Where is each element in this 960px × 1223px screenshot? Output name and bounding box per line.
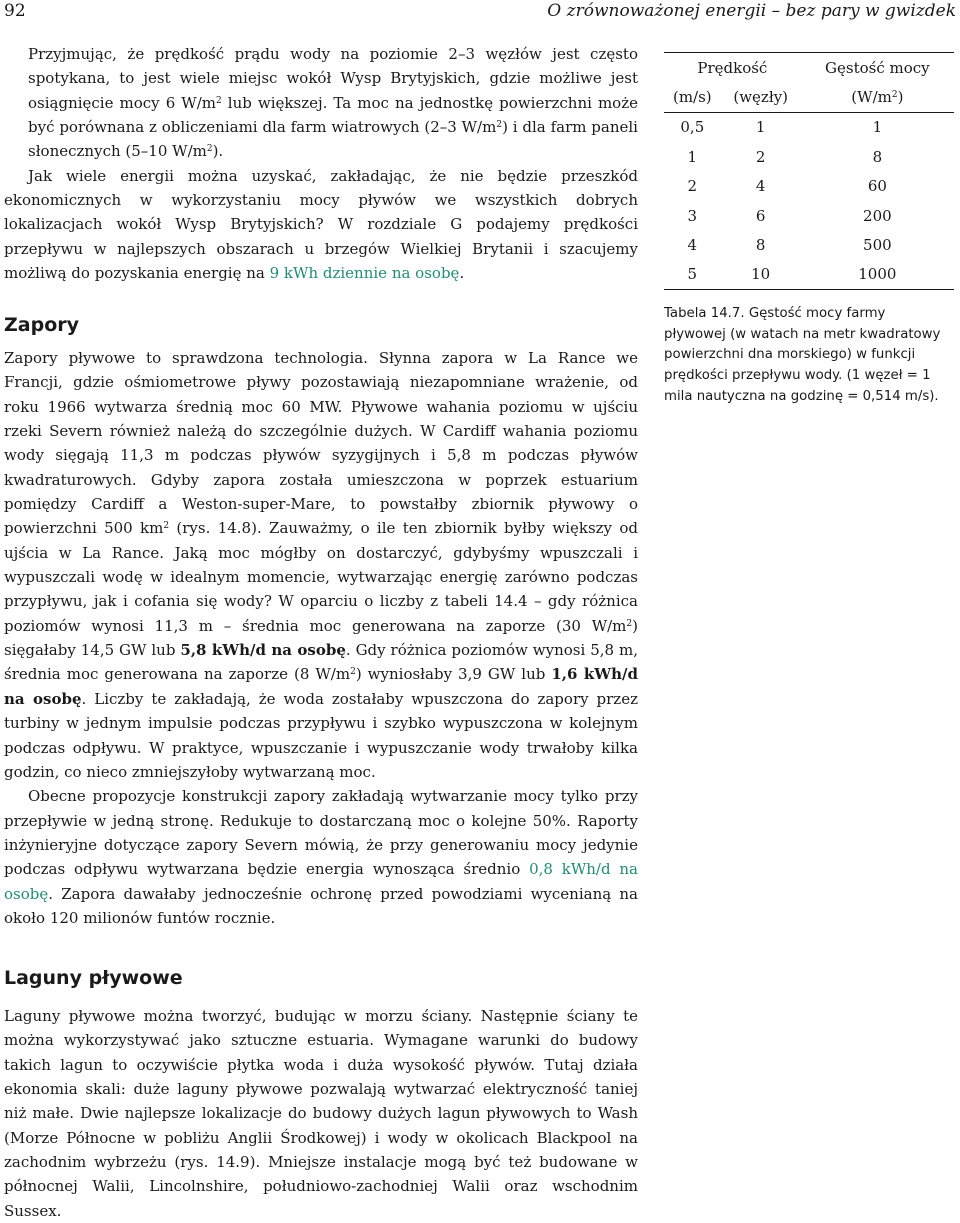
sidebar-table-block (664, 52, 960, 407)
table-unit-knots: (węzły) (721, 82, 801, 112)
table-cell: 1 (687, 147, 698, 166)
table-cell: 200 (863, 206, 892, 225)
intro-paragraph-1: Przyjmując, że prędkość prądu wody na poziomie 2–3 węzłów jest często spotykana, to jest wiele miejsc wokół Wysp Brytyjskich, gdzie możliwe jest osiągnięcie mocy 6 $W/m^2$ lub większej. Ta moc na jednostkę powierzchni może być porównana z obliczeniami dla farm wiatrowych (2–3 $W/m^2$) i dla farm paneli słonecznych (5–10 $W/m^2$). (28, 45, 638, 161)
zapory-paragraph-2: Obecne propozycje konstrukcji zapory zakładają wytwarzanie mocy tylko przy przepływie w jedną stronę. Redukuje to dostarczaną moc o kolejne 50%. Raporty inżynieryjne dotyczące zapory Severn mówią, że przy generowaniu mocy jedynie podczas odpływu wytwarzana będzie energia wynosząca średnio 0,8 kWh/d na osobę. Zapora dawałaby jednocześnie ochronę przed powodziami wycenianą na około 120 milionów funtów rocznie. (4, 787, 638, 927)
table-header-speed: Prędkość (664, 53, 801, 83)
table-cell: 60 (867, 177, 887, 196)
zapory-paragraph-1: Zapory pływowe to sprawdzona technologia. Słynna zapora w La Rance we Francji, gdzie ośmiometrowe pływy pozostawiają niezapomniane wrażenie, od roku 1966 wytwarza średnią moc 60 MW. Pływowe wahania poziomu w ujściu rzeki Severn również należą do szczególnie dużych. W Cardiff wahania poziomu wody sięgają 11,3 m podczas pływów syzygijnych i 5,8 m podczas pływów kwadraturowych. Gdyby zapora została umieszczona w poprzek estuarium pomiędzy Cardiff a Weston-super-Mare, to powstałby zbiornik pływowy o powierzchni 500 $km^2$ (rys. 14.8). Zauważmy, o ile ten zbiornik byłby większy od ujścia w La Rance. Jaką moc mógłby on dostarczyć, gdybyśmy wpuszczali i wypuszczali wodę w idealnym momencie, wytwarzając energię zarówno podczas przypływu, jak i cofania się wody? W oparciu o liczby z tabeli 14.4 – gdy różnica poziomów wynosi 11,3 m – średnia moc generowana na zaporze (30 $W/m^2$) sięgałaby 14,5 GW lub 5,8 kWh/d na osobę. Gdy różnica poziomów wynosi 5,8 m, średnia moc generowana na zaporze (8 $W/m^2$) wyniosłaby 3,9 GW lub 1,6 kWh/d na osobę. Liczby te zakładają, że woda zostałaby wpuszczona do zapory przez turbiny w jednym impulsie podczas przypływu i szybko wypuszczona w kolejnym podczas odpływu. W praktyce, wpuszczanie i wypuszczanie wody trwałoby kilka godzin, co nieco zmniejszyłoby wytwarzaną moc. (4, 349, 638, 781)
laguny-paragraph-1: Laguny pływowe można tworzyć, budując w morzu ściany. Następnie ściany te można wykorzystywać jako sztuczne estuaria. Wymagane warunki do budowy takich lagun to oczywiście płytka woda i duża wysokość pływów. Tutaj działa ekonomia skali: duże laguny pływowe pozwalają wytwarzać elektryczność taniej niż małe. Dwie najlepsze lokalizacje do budowy dużych lagun pływowych to Wash (Morze Północne w pobliżu Anglii Środkowej) i wody w okolicach Blackpool na zachodnim wybrzeżu (rys. 14.9). Mniejsze instalacje mogą być też budowane w północnej Walii, Lincolnshire, południowo-zachodniej Walii oraz wschodnim Sussex. (4, 1007, 638, 1220)
table-row (664, 230, 954, 259)
table-cell: 10 (721, 260, 801, 290)
table-cell: 6 (755, 206, 766, 225)
running-header: O zrównoważonej energii – bez pary w gwizdek (547, 1, 956, 21)
table-cell: 2 (687, 177, 698, 196)
intro-section (4, 42, 638, 285)
table-cell: 8 (755, 236, 766, 255)
section-heading-zapory: Zapory (4, 314, 80, 336)
laguny-section (4, 1004, 638, 1223)
page-number: 92 (4, 1, 26, 21)
energy-link[interactable]: 0,8 kWh/d na osobę (4, 860, 638, 903)
table-cell: 1000 (801, 260, 954, 290)
table-unit-ms: (m/s) (664, 82, 721, 112)
energy-link[interactable]: 9 kWh dziennie na osobę (269, 264, 460, 283)
table-cell: 1 (872, 118, 883, 137)
table-cell: 0,5 (680, 118, 705, 137)
table-cell: 500 (863, 236, 892, 255)
table-row (664, 201, 954, 230)
table-cell: 4 (687, 236, 698, 255)
table-row (664, 142, 954, 171)
table-row (664, 172, 954, 201)
table-row (664, 260, 954, 290)
table-cell: 4 (755, 177, 766, 196)
table-cell: 3 (687, 206, 698, 225)
table-row (664, 112, 954, 142)
intro-paragraph-2: Jak wiele energii można uzyskać, zakładając, że nie będzie przeszkód ekonomicznych w wykorzystaniu mocy pływów we wszystkich dobrych lokalizacjach wokół Wysp Brytyjskich? W rozdziale G podajemy prędkości przepływu w najlepszych obszarach u brzegów Wielkiej Brytanii i szacujemy możliwą do pozyskania energię na 9 kWh dziennie na osobę. (4, 166, 638, 283)
table-caption: Tabela 14.7. Gęstość mocy farmy pływowej (w watach na metr kwadratowy powierzchni dna morskiego) w funkcji prędkości przepływu wody. (1 węzeł = 1 mila nautyczna na godzinę = 0,514 m/s). (664, 306, 941, 404)
zapory-section (4, 346, 638, 930)
section-heading-laguny: Laguny pływowe (4, 967, 183, 989)
table-cell: 1 (755, 118, 766, 137)
table-unit-wm2: $(W/m^2)$ (801, 82, 954, 112)
table-cell: 2 (755, 147, 766, 166)
table-cell: 5 (664, 260, 721, 290)
table-cell: 8 (872, 147, 883, 166)
table-header-density: Gęstość mocy (801, 53, 954, 83)
power-density-table (664, 52, 954, 290)
